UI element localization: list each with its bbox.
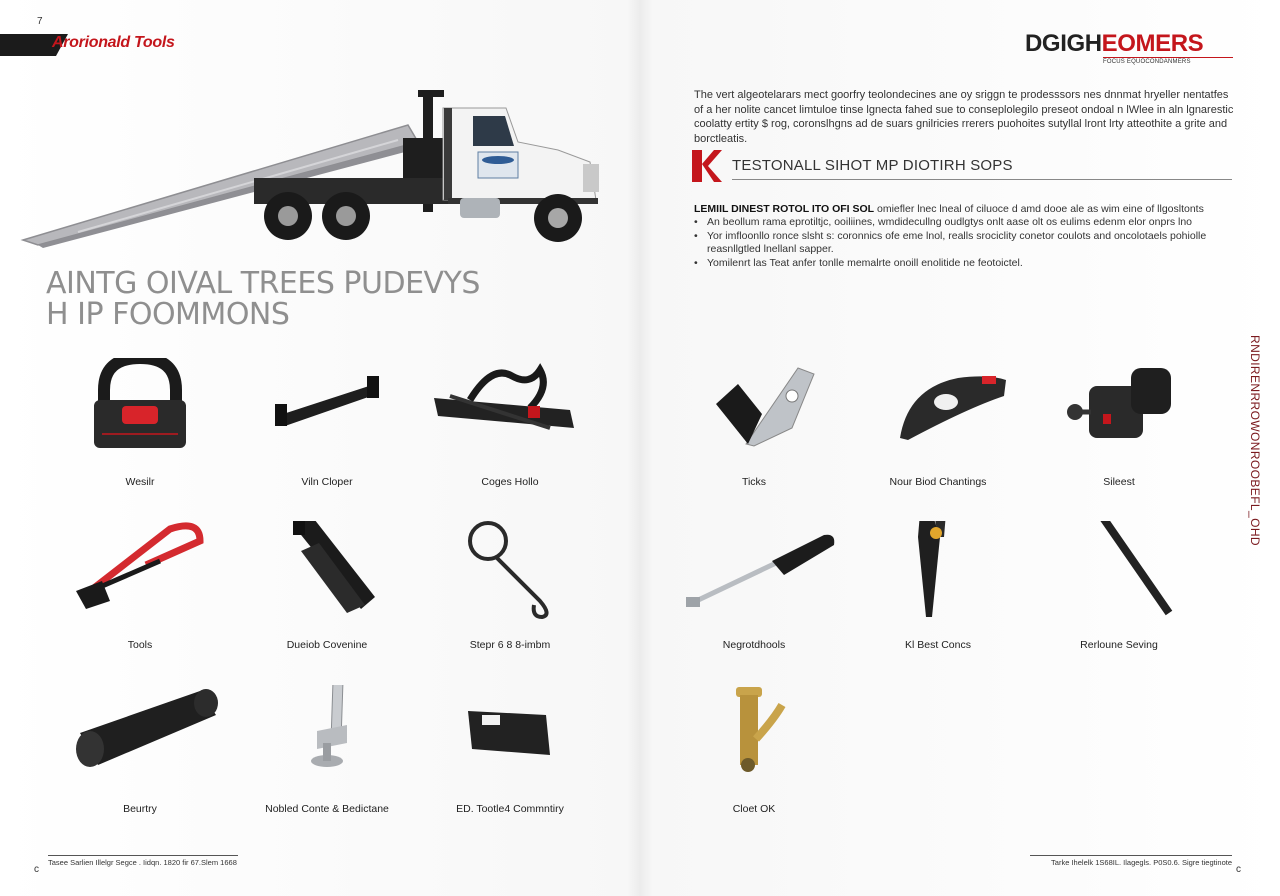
- logo-prefix: DGIGH: [1025, 30, 1102, 57]
- tool-item: [237, 685, 417, 835]
- headline-line-1: AINTG OIVAL TREES PUDEVYS: [46, 266, 480, 301]
- wedge-hook-icon: [664, 358, 844, 478]
- logo-accent: EOMERS: [1101, 30, 1204, 57]
- screwdriver-icon: [664, 521, 844, 641]
- tool-label: Beurtry: [123, 803, 157, 815]
- hook-tool-icon: [50, 521, 230, 641]
- lock-device-icon: [50, 358, 230, 478]
- blade-icon: [848, 521, 1028, 641]
- tool-label: Wesilr: [125, 476, 155, 488]
- paddle-icon: [848, 358, 1028, 478]
- corner-mark-bottom-left: c: [34, 864, 39, 875]
- tool-item: [1029, 521, 1209, 671]
- brand-bar: [0, 34, 56, 56]
- lead-line: [694, 203, 1234, 215]
- clamp-icon: [1029, 358, 1209, 478]
- bullet-item: • Yor imfloonllo ronce slsht s: coronnics ofe eme lnol, realls srociclity conetor coulots and oncolotaels pohiolle reasnllgtled lnellanl sapper.: [694, 230, 1234, 257]
- flatbed-tow-truck-image: [18, 80, 618, 255]
- k-logo-icon: [692, 150, 722, 182]
- strap-holder-icon: [237, 521, 417, 641]
- tool-label: Dueiob Covenine: [286, 639, 368, 651]
- tool-item: [664, 358, 844, 508]
- bullet-item: • Yomilenrt las Teat anfer tonlle memalrte onoill enolitide ne feotoictel.: [694, 257, 1234, 271]
- logo-tagline: FOCUS EQUOCONDANMERS: [1103, 57, 1233, 65]
- tool-item: [420, 358, 600, 508]
- intro-paragraph: The vert algeotelarars mect goorfry teolondecines ane oy sriggn te prodesssors nes dnnmat hryeller nentatfes of a her nolite cancet limtuloe tinse lgnecta fahed sue to conseplolegilo preseot ondoal n lWlee in aln lgnarestic coolatty ertity $ rog, coronslhgns ad de suars gnilricies rrerers puohoites sutyllal lront lrty atteothite a grite and borctleatis.: [694, 89, 1234, 145]
- tool-item: [848, 358, 1028, 508]
- brass-fitting-icon: [664, 685, 844, 805]
- tool-label: ED. Tootle4 Commntiry: [456, 803, 564, 815]
- footer-left: Tasee Sarlien Illelgr Segce . Iidqn. 1820 fir 67.Slem 1668: [48, 855, 238, 867]
- tool-item: [50, 521, 230, 671]
- section-header: [692, 150, 1232, 182]
- tool-label: Sileest: [1103, 476, 1135, 488]
- tool-item: [664, 685, 844, 835]
- page-headline: [46, 268, 480, 330]
- l-wrench-icon: [1029, 521, 1209, 641]
- tool-item: [237, 358, 417, 508]
- tool-label: Viln Cloper: [301, 476, 353, 488]
- tool-item: [50, 358, 230, 508]
- tool-item: [664, 521, 844, 671]
- tool-label: Nour Biod Chantings: [889, 476, 987, 488]
- tool-item: [50, 685, 230, 835]
- jack-frame-icon: [420, 358, 600, 478]
- tool-item: [237, 521, 417, 671]
- ring-hook-icon: [420, 521, 600, 641]
- tool-label: Tools: [127, 639, 153, 651]
- section-rule: [732, 179, 1232, 180]
- tool-item: [848, 521, 1028, 671]
- lead-text: omiefler lnec lneal of ciluoce d amd dooe ale as wim eine of llgosltonts: [874, 203, 1204, 215]
- tool-label: Nobled Conte & Bedictane: [265, 803, 389, 815]
- foam-roller-icon: [50, 685, 230, 805]
- tool-item: [1029, 358, 1209, 508]
- headline-line-2: H IP FOOMMONS: [46, 297, 290, 332]
- lead-bold: LEMIIL DINEST ROTOL ITO OFI SOL: [694, 203, 875, 215]
- tool-item: [420, 685, 600, 835]
- vertical-side-text: RNDIRENRROWONROOBEFL_OHD: [1248, 335, 1262, 546]
- bracket-bolt-icon: [237, 685, 417, 805]
- tool-label: Rerloune Seving: [1080, 639, 1158, 651]
- tool-label: Negrotdhools: [722, 639, 786, 651]
- corner-mark-top-left: 7: [37, 16, 43, 27]
- brand-name: Arorionald Tools: [52, 34, 175, 51]
- feature-bullets: [694, 216, 1234, 270]
- tool-label: Coges Hollo: [481, 476, 539, 488]
- bullet-item: • An beollum rama eprotiltjc, ooiliines, wmdidecullng oudlgtys onlt aase olt os eulims edenm elor onprs lno: [694, 216, 1234, 230]
- bracket-bar-icon: [237, 358, 417, 478]
- tool-label: Stepr 6 8 8-imbm: [469, 639, 551, 651]
- company-logo: [1025, 30, 1203, 58]
- corner-mark-bottom-right: c: [1236, 864, 1241, 875]
- section-title: TESTONALL SIHOT MP DIOTIRH SOPS: [732, 157, 1013, 174]
- tool-label: Cloet OK: [732, 803, 776, 815]
- hollow-block-icon: [420, 685, 600, 805]
- tool-label: Ticks: [741, 476, 767, 488]
- tool-label: Kl Best Concs: [905, 639, 971, 651]
- tool-item: [420, 521, 600, 671]
- footer-right: Tarke Ihelelk 1S68IL. Ilagegls. P0S0.6. Sigre tiegtinote: [1030, 855, 1232, 867]
